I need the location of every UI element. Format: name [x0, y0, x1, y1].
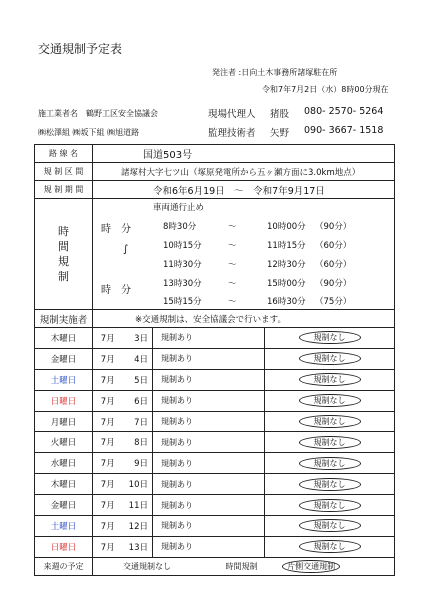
- next-week-one-lane-regulation: 片側交通規制: [282, 560, 340, 573]
- implementer-label: 規制実施者: [35, 310, 93, 328]
- slot-tilde: ～: [228, 297, 237, 307]
- schedule-month: 7月: [93, 495, 123, 516]
- time-unit-bottom: 時 分: [101, 285, 131, 296]
- schedule-date: 11日: [123, 495, 153, 516]
- schedule-not-regulated-cell: [265, 453, 395, 474]
- schedule-date: 9日: [123, 453, 153, 474]
- schedule-month: 7月: [93, 411, 123, 432]
- regulation-block: [93, 199, 394, 309]
- schedule-day: 金曜日: [35, 495, 93, 516]
- next-week-time-regulation: 時間規制: [225, 561, 258, 571]
- schedule-not-regulated: 規制なし: [299, 373, 361, 386]
- schedule-date: 12日: [123, 516, 153, 537]
- schedule-not-regulated-cell: [265, 390, 395, 411]
- schedule-not-regulated: 規制なし: [299, 415, 361, 428]
- slot-tilde: ～: [228, 241, 237, 251]
- schedule-row: [35, 328, 395, 349]
- stop-title: 車両通行止め: [153, 203, 205, 213]
- schedule-month: 7月: [93, 328, 123, 349]
- schedule-regulated: 規制あり: [153, 390, 265, 411]
- schedule-row: [35, 348, 395, 369]
- schedule-day: 水曜日: [35, 453, 93, 474]
- schedule-month: 7月: [93, 390, 123, 411]
- route-value: 国道503号: [93, 145, 395, 163]
- schedule-regulated: 規制あり: [153, 495, 265, 516]
- schedule-regulated: 規制あり: [153, 328, 265, 349]
- schedule-month: 7月: [93, 369, 123, 390]
- schedule-regulated: 規制あり: [153, 411, 265, 432]
- schedule-not-regulated: 規制なし: [299, 331, 361, 344]
- slot-from: 15時15分: [163, 297, 202, 307]
- engineer-tel: 090- 3667- 1518: [304, 125, 384, 136]
- time-regulation-label: [35, 199, 93, 310]
- schedule-not-regulated: 規制なし: [299, 540, 361, 553]
- schedule-regulated: 規制あり: [153, 516, 265, 537]
- schedule-row: [35, 453, 395, 474]
- schedule-not-regulated-cell: [265, 474, 395, 495]
- schedule-not-regulated: 規制なし: [299, 478, 361, 491]
- schedule-row: [35, 536, 395, 557]
- orderer-text: 発注者 :日向土木事務所諸塚駐在所: [212, 68, 338, 77]
- schedule-not-regulated-cell: [265, 495, 395, 516]
- slot-to: 15時00分: [267, 279, 306, 289]
- period-label: 規 制 期 間: [35, 181, 93, 199]
- schedule-month: 7月: [93, 536, 123, 557]
- slot-duration: （90分）: [315, 222, 352, 232]
- schedule-not-regulated: 規制なし: [299, 352, 361, 365]
- schedule-date: 7日: [123, 411, 153, 432]
- schedule-not-regulated-cell: [265, 369, 395, 390]
- slot-duration: （60分）: [315, 241, 352, 251]
- slot-duration: （75分）: [315, 297, 352, 307]
- slot-from: 13時30分: [163, 279, 202, 289]
- schedule-not-regulated-cell: [265, 516, 395, 537]
- period-value: 令和6年6月19日 ～ 令和7年9月17日: [93, 181, 395, 199]
- page-title: 交通規制予定表: [38, 42, 123, 56]
- section-value: 諸塚村大字七ツ山（塚原発電所から五ヶ瀬方面に3.0km地点）: [93, 163, 395, 181]
- schedule-month: 7月: [93, 516, 123, 537]
- schedule-day: 日曜日: [35, 536, 93, 557]
- schedule-not-regulated-cell: [265, 328, 395, 349]
- schedule-not-regulated-cell: [265, 536, 395, 557]
- label-char: 規: [58, 255, 69, 268]
- schedule-month: 7月: [93, 453, 123, 474]
- schedule-date: 8日: [123, 432, 153, 453]
- slot-duration: （90分）: [315, 279, 352, 289]
- schedule-regulated: 規制あり: [153, 474, 265, 495]
- contractor-label: 施工業者名: [38, 109, 78, 118]
- label-char: 間: [58, 240, 69, 253]
- schedule-date: 5日: [123, 369, 153, 390]
- site-agent-name: 猪股: [270, 109, 290, 120]
- label-char: 制: [58, 270, 69, 283]
- schedule-not-regulated-cell: [265, 432, 395, 453]
- schedule-regulated: 規制あり: [153, 432, 265, 453]
- schedule-day: 土曜日: [35, 516, 93, 537]
- schedule-month: 7月: [93, 348, 123, 369]
- schedule-regulated: 規制あり: [153, 348, 265, 369]
- schedule-date: 6日: [123, 390, 153, 411]
- schedule-day: 木曜日: [35, 328, 93, 349]
- schedule-date: 3日: [123, 328, 153, 349]
- schedule-not-regulated: 規制なし: [299, 519, 361, 532]
- schedule-day: 月曜日: [35, 411, 93, 432]
- schedule-row: [35, 390, 395, 411]
- slot-from: 11時30分: [163, 260, 202, 270]
- schedule-row: [35, 495, 395, 516]
- schedule-not-regulated: 規制なし: [299, 457, 361, 470]
- schedule-day: 土曜日: [35, 369, 93, 390]
- next-week-no-regulation: 交通規制なし: [123, 561, 171, 571]
- time-unit-top: 時 分: [101, 224, 131, 235]
- schedule-date: 4日: [123, 348, 153, 369]
- schedule-date: 13日: [123, 536, 153, 557]
- slot-from: 10時15分: [163, 241, 202, 251]
- section-label: 規 制 区 間: [35, 163, 93, 181]
- next-week-label: 来週の予定: [35, 557, 93, 575]
- schedule-not-regulated-cell: [265, 348, 395, 369]
- engineer-label: 監理技術者: [208, 128, 256, 139]
- slot-from: 8時30分: [163, 222, 197, 232]
- schedule-regulated: 規制あり: [153, 453, 265, 474]
- site-agent-tel: 080- 2570- 5264: [304, 106, 384, 117]
- slot-duration: （60分）: [315, 260, 352, 270]
- schedule-regulated: 規制あり: [153, 369, 265, 390]
- schedule-not-regulated: 規制なし: [299, 394, 361, 407]
- slot-to: 12時30分: [267, 260, 306, 270]
- schedule-day: 金曜日: [35, 348, 93, 369]
- schedule-regulated: 規制あり: [153, 536, 265, 557]
- schedule-row: [35, 411, 395, 432]
- contractor-name: 鶴野工区安全協議会: [86, 109, 158, 118]
- schedule-date: 10日: [123, 474, 153, 495]
- schedule-not-regulated-cell: [265, 411, 395, 432]
- engineer-name: 矢野: [270, 128, 290, 139]
- slot-tilde: ～: [228, 260, 237, 270]
- slot-tilde: ～: [228, 222, 237, 232]
- schedule-day: 木曜日: [35, 474, 93, 495]
- schedule-month: 7月: [93, 474, 123, 495]
- label-char: 時: [58, 225, 69, 238]
- next-week-options: [93, 557, 395, 575]
- schedule-day: 日曜日: [35, 390, 93, 411]
- regulation-cell: [93, 199, 395, 310]
- schedule-row: [35, 369, 395, 390]
- companies: ㈱松澤組 ㈱坂下組 ㈱旭道路: [38, 128, 140, 137]
- schedule-row: [35, 516, 395, 537]
- schedule-row: [35, 432, 395, 453]
- schedule-month: 7月: [93, 432, 123, 453]
- slot-tilde: ～: [228, 279, 237, 289]
- slot-to: 10時00分: [267, 222, 306, 232]
- schedule-row: [35, 474, 395, 495]
- route-label: 路 線 名: [35, 145, 93, 163]
- slot-to: 11時15分: [267, 241, 306, 251]
- implementer-note: ※交通規制は、安全協議会で行います。: [93, 310, 395, 328]
- slot-to: 16時30分: [267, 297, 306, 307]
- schedule-table: [34, 144, 395, 576]
- site-agent-label: 現場代理人: [208, 109, 256, 120]
- as-of-date: 令和7年7月2日（水）8時00分現在: [262, 85, 389, 94]
- schedule-not-regulated: 規制なし: [299, 436, 361, 449]
- schedule-day: 火曜日: [35, 432, 93, 453]
- schedule-not-regulated: 規制なし: [299, 499, 361, 512]
- wave-icon: ∫: [123, 244, 129, 255]
